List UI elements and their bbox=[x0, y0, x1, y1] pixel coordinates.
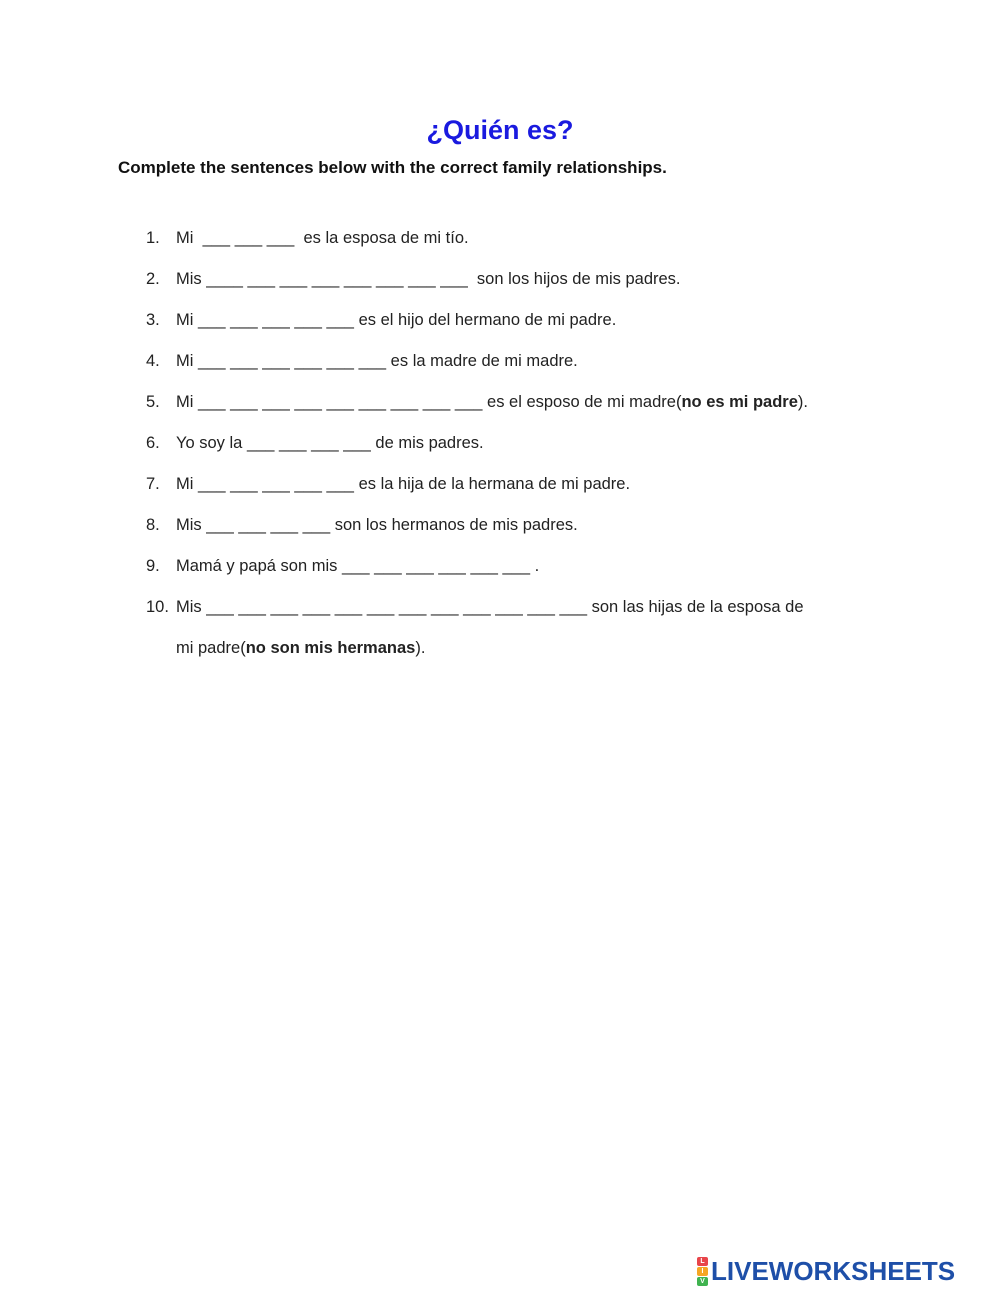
item-number: 4. bbox=[146, 352, 160, 370]
item-text[interactable]: Mi ___ ___ ___ ___ ___ es el hijo del hermano de mi padre. bbox=[176, 311, 617, 329]
item-number: 8. bbox=[146, 516, 160, 534]
item-number: 10. bbox=[146, 598, 169, 616]
list-item bbox=[0, 226, 1000, 267]
item-text-before: mi padre( bbox=[176, 639, 246, 657]
list-item bbox=[0, 349, 1000, 390]
item-text-line2 bbox=[176, 636, 876, 660]
item-text-line1: Mis ___ ___ ___ ___ ___ ___ ___ ___ ___ ___ ___ ___ son las hijas de la esposa de bbox=[176, 598, 804, 616]
item-text[interactable]: Mis ___ ___ ___ ___ son los hermanos de mis padres. bbox=[176, 516, 578, 534]
item-number: 2. bbox=[146, 270, 160, 288]
item-text-before: Mi ___ ___ ___ ___ ___ ___ ___ ___ ___ es el esposo de mi madre( bbox=[176, 393, 682, 411]
item-text[interactable]: Mi ___ ___ ___ ___ ___ es la hija de la hermana de mi padre. bbox=[176, 475, 631, 493]
item-bold-note: no son mis hermanas bbox=[245, 639, 416, 657]
logo-block: V bbox=[697, 1277, 708, 1286]
item-number: 1. bbox=[146, 229, 160, 247]
list-item bbox=[0, 595, 1000, 677]
item-number: 3. bbox=[146, 311, 160, 329]
logo-block: L bbox=[697, 1257, 708, 1266]
page-title: ¿Quién es? bbox=[426, 115, 574, 145]
item-number: 6. bbox=[146, 434, 160, 452]
list-item bbox=[0, 554, 1000, 595]
item-text[interactable]: Mi ___ ___ ___ ___ ___ ___ es la madre de mi madre. bbox=[176, 352, 578, 370]
list-item bbox=[0, 308, 1000, 349]
question-list bbox=[0, 226, 1000, 677]
item-text-after: ). bbox=[415, 639, 426, 657]
list-item bbox=[0, 390, 1000, 431]
item-bold-note: no es mi padre bbox=[681, 393, 798, 411]
instructions: Complete the sentences below with the correct family relationships. bbox=[118, 158, 667, 177]
liveworksheets-logo bbox=[697, 1256, 955, 1286]
list-item bbox=[0, 431, 1000, 472]
item-number: 5. bbox=[146, 393, 160, 411]
logo-block: I bbox=[697, 1267, 708, 1276]
item-text[interactable]: Mi ___ ___ ___ es la esposa de mi tío. bbox=[176, 229, 469, 247]
logo-blocks-icon bbox=[697, 1257, 708, 1286]
logo-text: LIVEWORKSHEETS bbox=[711, 1255, 956, 1286]
item-text[interactable] bbox=[176, 390, 808, 414]
item-text-after: ). bbox=[797, 393, 808, 411]
item-text[interactable]: Mis ____ ___ ___ ___ ___ ___ ___ ___ son los hijos de mis padres. bbox=[176, 270, 681, 288]
list-item bbox=[0, 267, 1000, 308]
item-number: 7. bbox=[146, 475, 160, 493]
item-text[interactable] bbox=[176, 595, 876, 660]
list-item bbox=[0, 513, 1000, 554]
list-item bbox=[0, 472, 1000, 513]
item-text[interactable]: Yo soy la ___ ___ ___ ___ de mis padres. bbox=[176, 434, 484, 452]
item-text[interactable]: Mamá y papá son mis ___ ___ ___ ___ ___ ___ . bbox=[176, 557, 540, 575]
item-number: 9. bbox=[146, 557, 160, 575]
